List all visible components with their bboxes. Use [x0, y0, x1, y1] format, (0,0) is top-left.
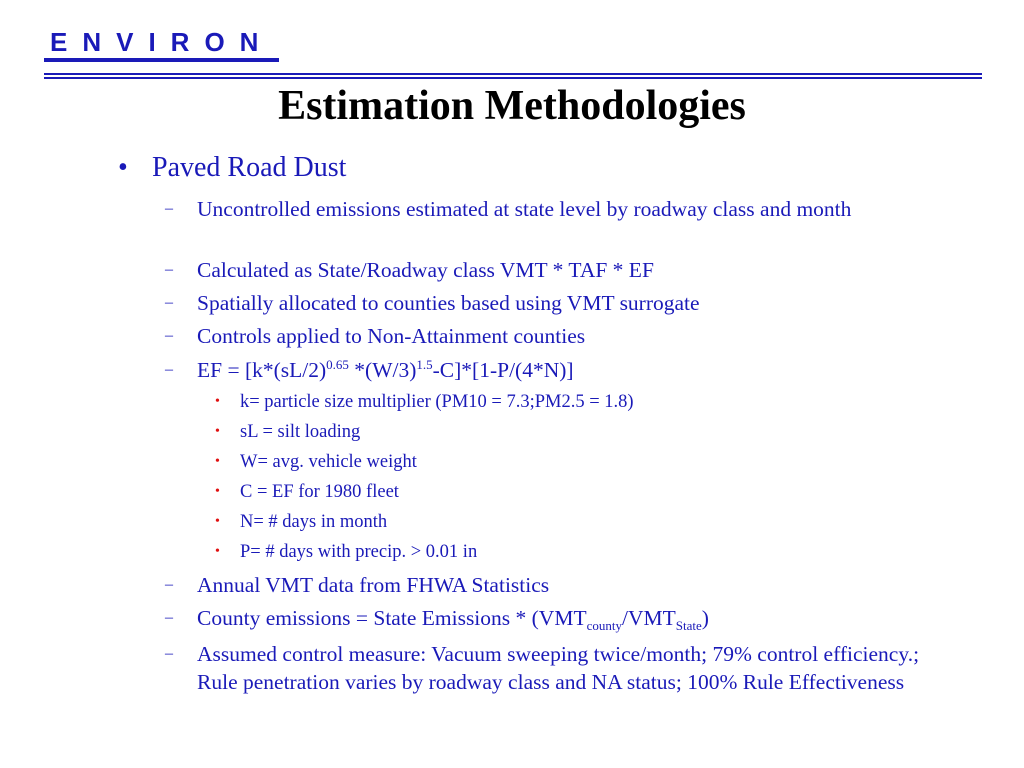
- definition-text: sL = silt loading: [240, 422, 361, 442]
- sub-item-text: Calculated as State/Roadway class VMT * TAF * EF: [197, 258, 654, 282]
- ef-part-1: EF = [k*(sL/2): [197, 358, 327, 382]
- county-part-2: /VMT: [621, 606, 676, 630]
- slide-title: Estimation Methodologies: [278, 83, 746, 129]
- definition-item: [215, 540, 477, 564]
- sub-item-uncontrolled: [165, 195, 925, 223]
- red-bullet: •: [215, 484, 220, 499]
- red-bullet: •: [215, 424, 220, 439]
- sub-item-county: [165, 604, 925, 632]
- sub-item-vmt: [165, 571, 925, 599]
- environ-logo: [44, 28, 279, 62]
- definition-item: [215, 420, 360, 444]
- sub-item-spatial: [165, 289, 925, 317]
- dash-bullet: –: [165, 327, 173, 344]
- header-rule-bottom: [44, 77, 982, 79]
- ef-part-2: *(W/3): [348, 358, 417, 382]
- definition-text: k= particle size multiplier (PM10 = 7.3;PM2.5 = 1.8): [240, 392, 634, 412]
- header-rule-top: [44, 73, 982, 75]
- sub-item-text: Uncontrolled emissions estimated at state level by roadway class and month: [197, 197, 852, 221]
- red-bullet: •: [215, 514, 220, 529]
- dash-bullet: –: [165, 261, 173, 278]
- sub-item-text: Controls applied to Non-Attainment counties: [197, 324, 586, 348]
- logo-text: ENVIRON: [50, 27, 274, 57]
- definition-text: C = EF for 1980 fleet: [240, 482, 399, 502]
- dash-bullet: –: [165, 645, 173, 662]
- ef-formula: [197, 356, 925, 384]
- red-bullet: •: [215, 454, 220, 469]
- topic-item: [118, 151, 346, 185]
- red-bullet: •: [215, 394, 220, 409]
- county-part-3: ): [701, 606, 709, 630]
- definition-item: [215, 450, 417, 474]
- dash-bullet: –: [165, 361, 173, 378]
- county-subscript-2: State: [675, 618, 702, 633]
- sub-item-controls: [165, 322, 925, 350]
- definition-item: [215, 480, 399, 504]
- dash-bullet: –: [165, 200, 173, 217]
- red-bullet: •: [215, 544, 220, 559]
- sub-item-text: Spatially allocated to counties based using VMT surrogate: [197, 291, 700, 315]
- dash-bullet: –: [165, 609, 173, 626]
- county-formula: [197, 604, 925, 632]
- sub-item-ef-formula: [165, 356, 925, 384]
- ef-exponent-1: 0.65: [326, 357, 349, 372]
- sub-item-calculated: [165, 256, 925, 284]
- topic-bullet: •: [118, 152, 128, 183]
- sub-item-assumed: [165, 640, 925, 696]
- county-part-1: County emissions = State Emissions * (VMT: [197, 606, 587, 630]
- sub-item-text: Annual VMT data from FHWA Statistics: [197, 573, 550, 597]
- definition-text: W= avg. vehicle weight: [240, 452, 417, 472]
- dash-bullet: –: [165, 294, 173, 311]
- definition-text: N= # days in month: [240, 512, 388, 532]
- county-subscript-1: county: [586, 618, 622, 633]
- ef-part-3: -C]*[1-P/(4*N)]: [432, 358, 574, 382]
- ef-exponent-2: 1.5: [416, 357, 433, 372]
- definition-item: [215, 390, 634, 414]
- definition-text: P= # days with precip. > 0.01 in: [240, 542, 478, 562]
- dash-bullet: –: [165, 576, 173, 593]
- definition-item: [215, 510, 387, 534]
- topic-label: Paved Road Dust: [152, 152, 347, 183]
- sub-item-text: Assumed control measure: Vacuum sweeping twice/month; 79% control efficiency.; Rule penetration varies by roadway class and NA status; 100% Rule Effectiveness: [197, 642, 920, 694]
